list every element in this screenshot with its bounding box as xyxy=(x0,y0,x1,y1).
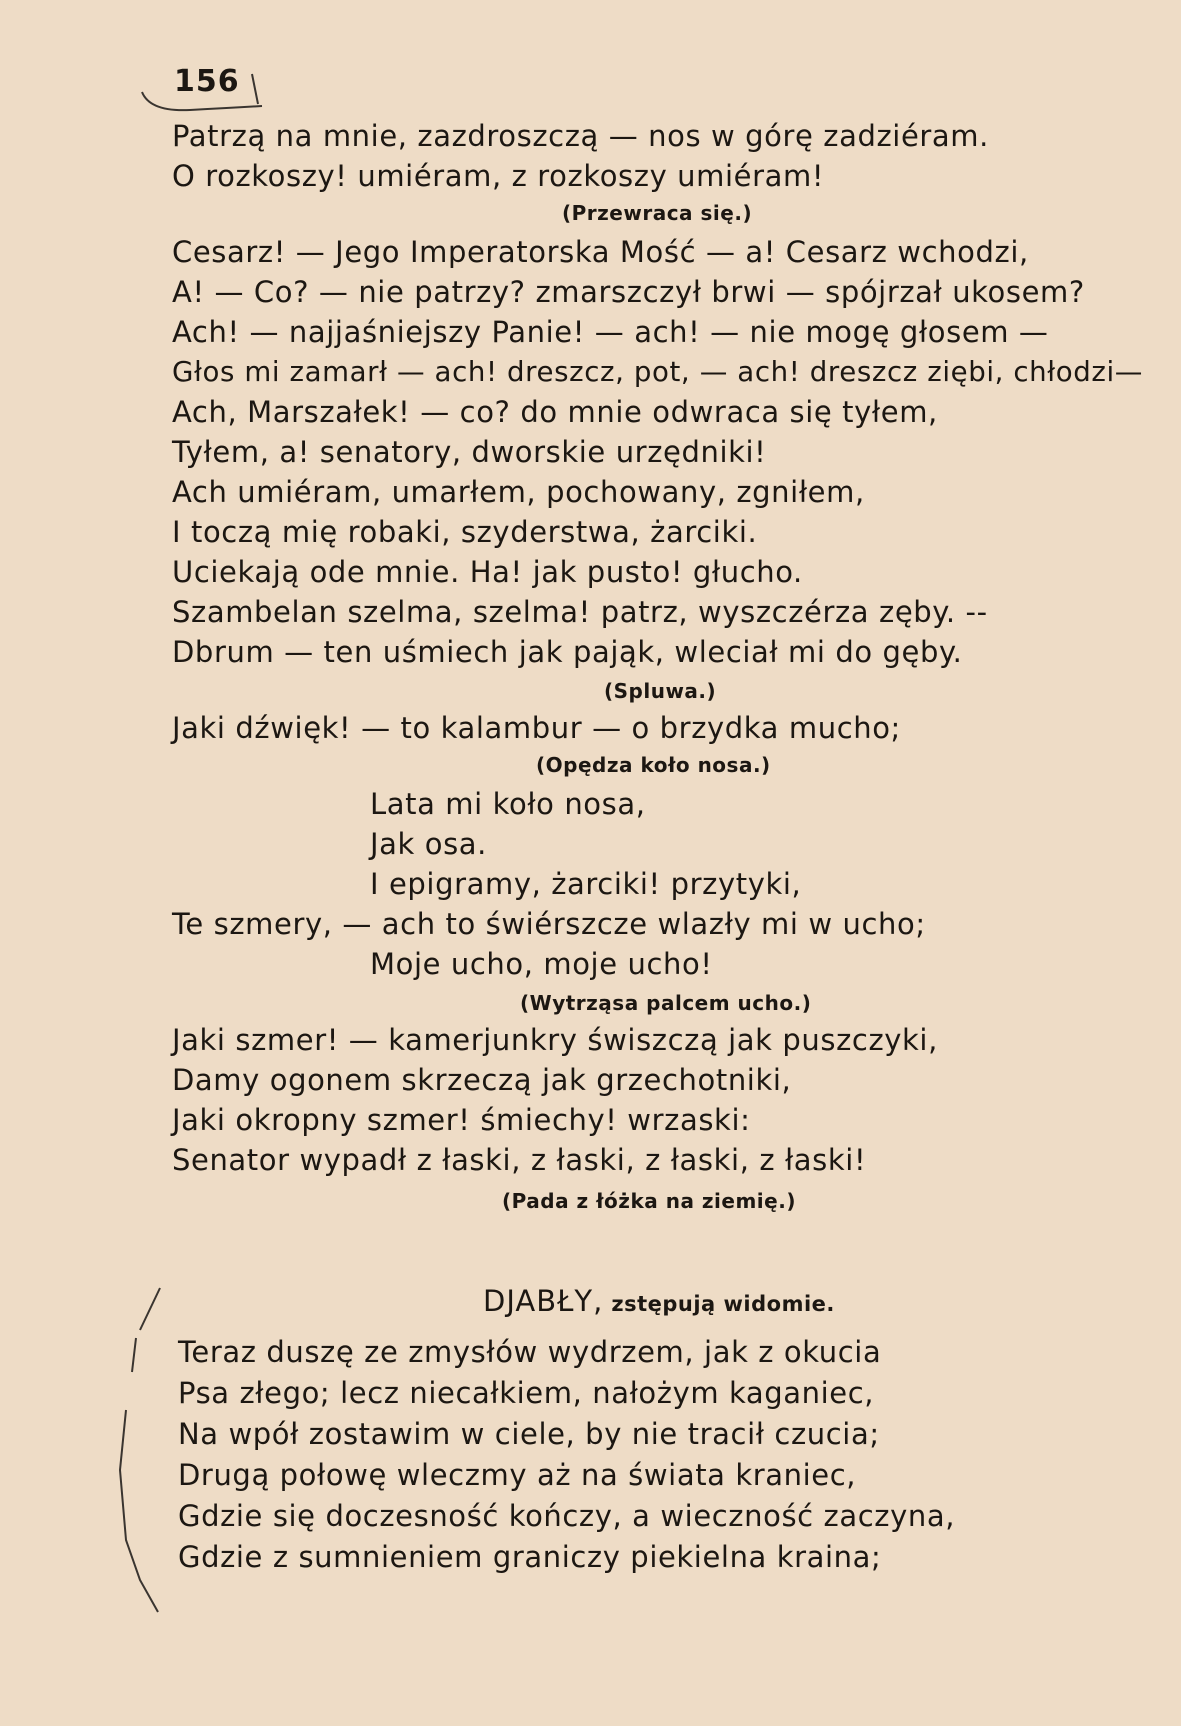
stage-direction: zstępują widomie. xyxy=(611,1292,835,1316)
verse-line: O rozkoszy! umiéram, z rozkoszy umiéram! xyxy=(172,159,825,193)
verse-line: Cesarz! — Jego Imperatorska Mość — a! Cesarz wchodzi, xyxy=(172,235,1029,269)
verse-line: Ach umiéram, umarłem, pochowany, zgniłem, xyxy=(172,475,865,509)
section-heading xyxy=(483,1284,835,1318)
stage-direction-line: (Przewraca się.) xyxy=(562,201,753,225)
stage-direction-line: (Pada z łóżka na ziemię.) xyxy=(502,1189,796,1213)
verse-line: Tyłem, a! senatory, dworskie urzędniki! xyxy=(172,435,767,469)
verse-line: Psa złego; lecz niecałkiem, nałożym kaganiec, xyxy=(178,1376,875,1410)
verse-line: Dbrum — ten uśmiech jak pająk, wleciał mi do gęby. xyxy=(172,635,963,669)
stage-direction-line: (Opędza koło nosa.) xyxy=(536,753,771,777)
stage-direction-line: (Spluwa.) xyxy=(604,679,717,703)
stage-direction-line: (Wytrząsa palcem ucho.) xyxy=(520,991,812,1015)
verse-line: Szambelan szelma, szelma! patrz, wyszczérza zęby. -- xyxy=(172,595,988,629)
verse-line: Jaki dźwięk! — to kalambur — o brzydka mucho; xyxy=(172,711,901,745)
verse-line: Uciekają ode mnie. Ha! jak pusto! głucho. xyxy=(172,555,803,589)
verse-line: Damy ogonem skrzeczą jak grzechotniki, xyxy=(172,1063,792,1097)
verse-line: Jaki szmer! — kamerjunkry świszczą jak puszczyki, xyxy=(172,1023,938,1057)
margin-bracket-mark xyxy=(120,1288,160,1612)
verse-line: A! — Co? — nie patrzy? zmarszczył brwi — spójrzał ukosem? xyxy=(172,275,1085,309)
verse-line: Teraz duszę ze zmysłów wydrzem, jak z okucia xyxy=(178,1335,882,1369)
verse-line: Jaki okropny szmer! śmiechy! wrzaski: xyxy=(172,1103,751,1137)
verse-line: Jak osa. xyxy=(370,827,487,861)
verse-line: Gdzie się doczesność kończy, a wieczność zaczyna, xyxy=(178,1499,956,1533)
verse-line: I toczą mię robaki, szyderstwa, żarciki. xyxy=(172,515,758,549)
verse-line: Senator wypadł z łaski, z łaski, z łaski, z łaski! xyxy=(172,1143,867,1177)
verse-line: Te szmery, — ach to świérszcze wlazły mi w ucho; xyxy=(172,907,926,941)
verse-line: Moje ucho, moje ucho! xyxy=(370,947,713,981)
verse-line: I epigramy, żarciki! przytyki, xyxy=(370,867,802,901)
verse-line: Głos mi zamarł — ach! dreszcz, pot, — ach! dreszcz ziębi, chłodzi— xyxy=(172,355,1143,388)
verse-line: Ach! — najjaśniejszy Panie! — ach! — nie mogę głosem — xyxy=(172,315,1049,349)
verse-line: Patrzą na mnie, zazdroszczą — nos w górę zadziéram. xyxy=(172,119,989,153)
speaker-name: DJABŁY, xyxy=(483,1284,604,1318)
verse-line: Lata mi koło nosa, xyxy=(370,787,646,821)
verse-line: Gdzie z sumnieniem graniczy piekielna kraina; xyxy=(178,1540,882,1574)
verse-line: Ach, Marszałek! — co? do mnie odwraca się tyłem, xyxy=(172,395,938,429)
page-number: 156 xyxy=(174,64,240,99)
verse-line: Drugą połowę wleczmy aż na świata kraniec, xyxy=(178,1458,857,1492)
verse-line: Na wpół zostawim w ciele, by nie tracił czucia; xyxy=(178,1417,880,1451)
